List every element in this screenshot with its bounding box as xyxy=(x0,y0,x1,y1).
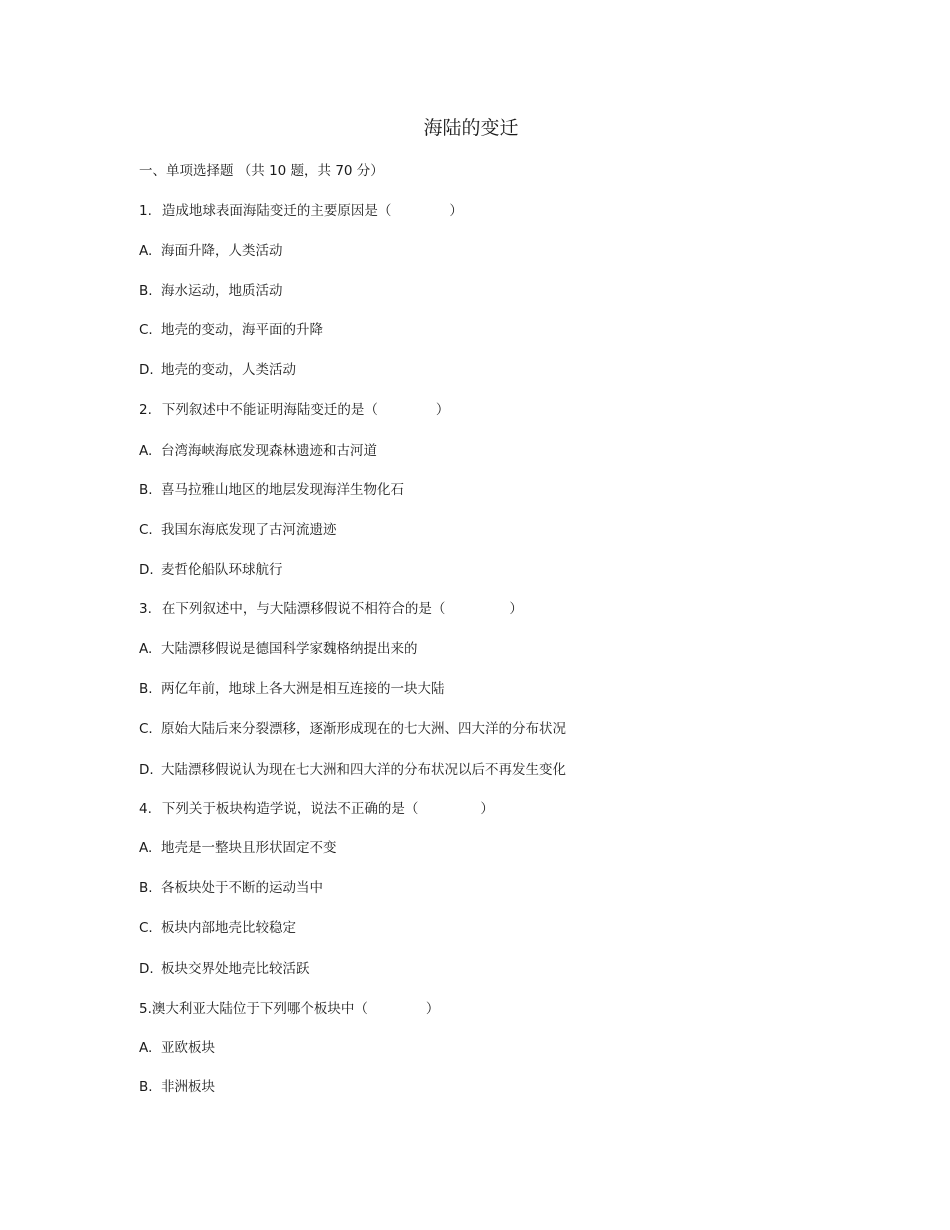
option-letter: A. xyxy=(139,840,153,856)
question-5 xyxy=(139,1000,439,1018)
option-4a xyxy=(139,839,337,857)
option-text: 板块内部地壳比较稳定 xyxy=(161,920,296,936)
option-2c xyxy=(139,521,337,539)
option-5a xyxy=(139,1039,215,1057)
question-number: 2. xyxy=(139,402,152,418)
question-3 xyxy=(139,600,523,618)
question-stem: 下列叙述中不能证明海陆变迁的是（ xyxy=(161,402,378,418)
option-1d xyxy=(139,361,296,379)
option-1a xyxy=(139,242,283,260)
option-letter: C. xyxy=(139,322,153,338)
option-letter: B. xyxy=(139,681,153,697)
question-2 xyxy=(139,401,449,419)
question-close: ） xyxy=(480,801,494,817)
option-text: 地壳的变动，人类活动 xyxy=(161,362,296,378)
option-text: 大陆漂移假说是德国科学家魏格纳提出来的 xyxy=(161,641,418,657)
option-text: 两亿年前，地球上各大洲是相互连接的一块大陆 xyxy=(161,681,445,697)
option-1c xyxy=(139,321,323,339)
question-stem: 造成地球表面海陆变迁的主要原因是（ xyxy=(161,203,392,219)
option-text: 地壳是一整块且形状固定不变 xyxy=(161,840,337,856)
option-letter: C. xyxy=(139,920,153,936)
option-3a xyxy=(139,640,418,658)
option-text: 各板块处于不断的运动当中 xyxy=(161,880,323,896)
option-text: 麦哲伦船队环球航行 xyxy=(161,562,283,578)
option-text: 台湾海峡海底发现森林遗迹和古河道 xyxy=(161,443,377,459)
option-text: 大陆漂移假说认为现在七大洲和四大洋的分布状况以后不再发生变化 xyxy=(161,762,566,778)
question-number: 5. xyxy=(139,1001,152,1017)
question-stem: 下列关于板块构造学说，说法不正确的是（ xyxy=(161,801,419,817)
option-letter: B. xyxy=(139,482,153,498)
option-2b xyxy=(139,481,404,499)
option-2d xyxy=(139,561,283,579)
option-text: 我国东海底发现了古河流遗迹 xyxy=(161,522,337,538)
option-letter: A. xyxy=(139,243,153,259)
question-close: ） xyxy=(449,203,463,219)
option-3d xyxy=(139,761,566,779)
question-close: ） xyxy=(509,601,523,617)
option-4b xyxy=(139,879,323,897)
option-text: 非洲板块 xyxy=(161,1079,215,1095)
question-1 xyxy=(139,202,463,220)
option-3b xyxy=(139,680,445,698)
question-number: 4. xyxy=(139,801,152,817)
question-close: ） xyxy=(435,402,450,418)
question-close: ） xyxy=(425,1001,440,1017)
option-1b xyxy=(139,282,283,300)
option-letter: C. xyxy=(139,721,153,737)
option-text: 海面升降，人类活动 xyxy=(161,243,283,259)
option-letter: B. xyxy=(139,283,153,299)
option-letter: B. xyxy=(139,880,153,896)
option-letter: D. xyxy=(139,362,154,378)
question-number: 3. xyxy=(139,601,152,617)
option-text: 喜马拉雅山地区的地层发现海洋生物化石 xyxy=(161,482,404,498)
option-text: 海水运动，地质活动 xyxy=(161,283,283,299)
option-text: 原始大陆后来分裂漂移，逐渐形成现在的七大洲、四大洋的分布状况 xyxy=(161,721,566,737)
option-letter: D. xyxy=(139,762,154,778)
question-4 xyxy=(139,800,494,818)
option-5b xyxy=(139,1078,215,1096)
option-letter: D. xyxy=(139,562,154,578)
option-letter: A. xyxy=(139,1040,153,1056)
option-letter: A. xyxy=(139,443,153,459)
option-4d xyxy=(139,960,310,978)
document-title: 海陆的变迁 xyxy=(423,117,519,139)
section-heading: 一、单项选择题 （共 10 题，共 70 分） xyxy=(139,163,384,179)
question-stem: 在下列叙述中，与大陆漂移假说不相符合的是（ xyxy=(161,601,446,617)
option-letter: B. xyxy=(139,1079,153,1095)
question-number: 1. xyxy=(139,203,152,219)
option-text: 亚欧板块 xyxy=(161,1040,215,1056)
option-2a xyxy=(139,442,377,460)
option-3c xyxy=(139,720,566,738)
option-text: 板块交界处地壳比较活跃 xyxy=(161,961,310,977)
question-stem: 澳大利亚大陆位于下列哪个板块中（ xyxy=(151,1001,368,1017)
option-text: 地壳的变动，海平面的升降 xyxy=(161,322,323,338)
option-letter: D. xyxy=(139,961,154,977)
option-letter: C. xyxy=(139,522,153,538)
option-letter: A. xyxy=(139,641,153,657)
option-4c xyxy=(139,919,296,937)
